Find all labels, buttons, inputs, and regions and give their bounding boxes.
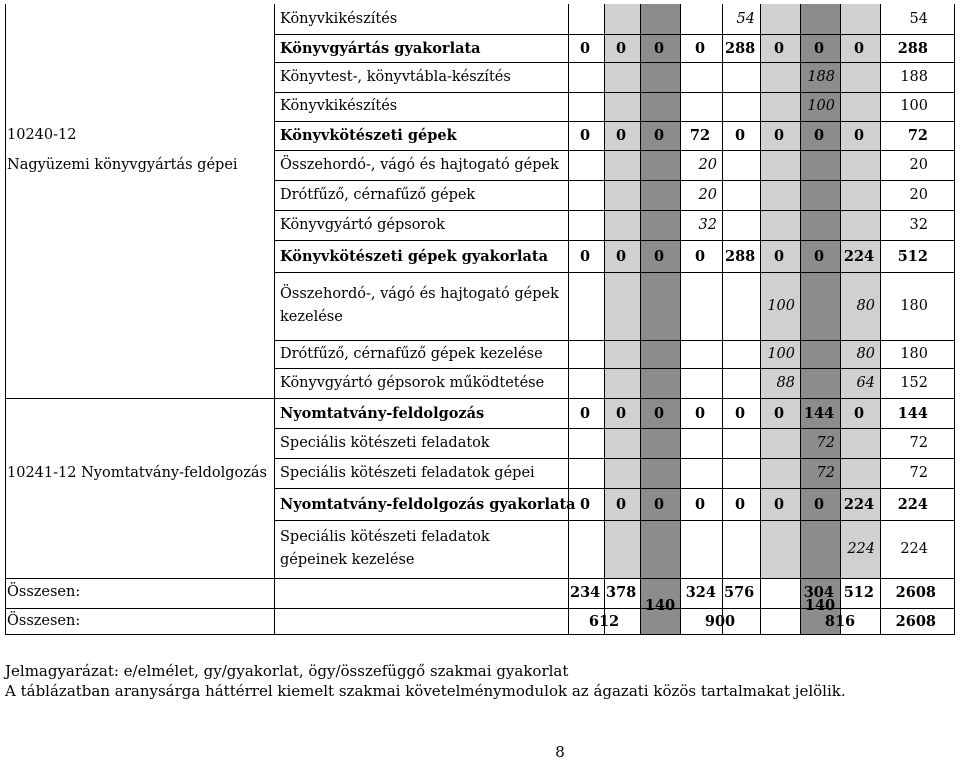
value-cell: 0 bbox=[773, 404, 785, 422]
subject-cell: Nyomtatvány-feldolgozás gyakorlata bbox=[280, 495, 576, 513]
value-cell: 0 bbox=[853, 39, 865, 57]
footnote-text: A táblázatban aranysárga háttérrel kiemelt szakmai követelménymodulok az ágazati közös tartalmakat jelölik. bbox=[5, 682, 846, 700]
value-cell: 20 bbox=[698, 186, 717, 203]
legend-text: Jelmagyarázat: e/elmélet, gy/gyakorlat, ögy/összefüggő szakmai gyakorlat bbox=[5, 662, 569, 680]
total-cell: 180 bbox=[900, 297, 928, 314]
value-cell: 0 bbox=[773, 495, 785, 513]
value-cell: 288 bbox=[725, 247, 756, 265]
value-cell: 0 bbox=[653, 247, 665, 265]
value-cell: 72 bbox=[816, 434, 835, 451]
value-cell: 0 bbox=[694, 39, 706, 57]
value-cell: 0 bbox=[615, 247, 627, 265]
value-cell: 54 bbox=[736, 10, 755, 27]
total-cell: 20 bbox=[909, 186, 928, 203]
total-cell: 152 bbox=[900, 374, 928, 391]
value-cell: 100 bbox=[767, 297, 795, 314]
total-cell: 224 bbox=[900, 540, 928, 557]
value-cell: 0 bbox=[773, 39, 785, 57]
value-cell: 0 bbox=[813, 127, 825, 144]
subject-cell: Speciális kötészeti feladatok gépei bbox=[280, 464, 535, 481]
total-cell: 20 bbox=[909, 156, 928, 173]
value-cell: 100 bbox=[767, 345, 795, 362]
value-cell: 0 bbox=[653, 404, 665, 422]
total-cell: 180 bbox=[900, 345, 928, 362]
subject-cell: Könyvkötészeti gépek bbox=[280, 127, 457, 144]
page-number: 8 bbox=[555, 743, 565, 761]
value-cell: 0 bbox=[653, 39, 665, 57]
group-total: 900 bbox=[704, 613, 736, 630]
group-total: 612 bbox=[588, 613, 620, 630]
subject-cell: Speciális kötészeti feladatok gépeinek kezelése bbox=[280, 529, 490, 568]
value-cell: 0 bbox=[853, 404, 865, 422]
subject-cell: Drótfűző, cérnafűző gépek kezelése bbox=[280, 345, 543, 362]
value-cell: 0 bbox=[694, 495, 706, 513]
value-cell: 0 bbox=[734, 404, 746, 422]
value-cell: 188 bbox=[807, 68, 835, 85]
total-cell: 72 bbox=[909, 464, 928, 481]
value-cell: 0 bbox=[694, 404, 706, 422]
total-value: 512 bbox=[843, 584, 874, 601]
value-cell: 80 bbox=[856, 345, 875, 362]
subject-cell: Könyvgyártás gyakorlata bbox=[280, 39, 481, 57]
value-cell: 0 bbox=[853, 127, 865, 144]
value-cell: 144 bbox=[803, 404, 835, 422]
total-value: 378 bbox=[606, 584, 637, 601]
value-cell: 0 bbox=[813, 247, 825, 265]
total-cell: 512 bbox=[897, 247, 928, 265]
value-cell: 288 bbox=[725, 39, 756, 57]
value-cell: 88 bbox=[776, 374, 795, 391]
total-value: 234 bbox=[570, 584, 601, 601]
subject-cell: Könyvgyártó gépsorok működtetése bbox=[280, 374, 545, 391]
value-cell: 0 bbox=[615, 127, 627, 144]
value-cell: 0 bbox=[773, 127, 785, 144]
value-cell: 0 bbox=[653, 495, 665, 513]
total-value: 140 bbox=[804, 597, 836, 614]
value-cell: 0 bbox=[813, 495, 825, 513]
subject-cell: Könyvkötészeti gépek gyakorlata bbox=[280, 247, 549, 265]
value-cell: 0 bbox=[615, 495, 627, 513]
total-cell: 72 bbox=[909, 434, 928, 451]
total-value: 140 bbox=[644, 597, 676, 614]
total-cell: 288 bbox=[897, 39, 928, 57]
value-cell: 100 bbox=[807, 98, 835, 114]
subject-cell: Nyomtatvány-feldolgozás bbox=[280, 404, 485, 422]
value-cell: 0 bbox=[579, 495, 591, 513]
total-cell: 72 bbox=[907, 127, 928, 144]
total-cell: 144 bbox=[897, 404, 928, 422]
total-cell: 54 bbox=[909, 10, 928, 27]
totals-label-2: Összesen: bbox=[7, 613, 81, 629]
value-cell: 224 bbox=[847, 540, 875, 557]
total-cell: 224 bbox=[897, 495, 928, 513]
module-cell: 10241-12 Nyomtatvány-feldolgozás bbox=[7, 464, 267, 481]
value-cell: 0 bbox=[615, 404, 627, 422]
grand-total: 2608 bbox=[895, 584, 936, 601]
total-cell: 100 bbox=[900, 98, 928, 114]
value-cell: 80 bbox=[856, 297, 875, 314]
subject-cell: Könyvtest-, könyvtábla-készítés bbox=[280, 68, 511, 85]
value-cell: 72 bbox=[689, 127, 711, 144]
value-cell: 72 bbox=[816, 464, 835, 481]
value-cell: 0 bbox=[579, 247, 591, 265]
subject-cell: Könyvgyártó gépsorok bbox=[280, 216, 445, 233]
value-cell: 20 bbox=[698, 156, 717, 173]
value-cell: 224 bbox=[843, 247, 875, 265]
value-cell: 0 bbox=[694, 247, 706, 265]
subject-cell: Könyvkikészítés bbox=[280, 10, 398, 27]
module-cell: 10240-12 bbox=[7, 127, 77, 143]
total-value: 576 bbox=[724, 584, 755, 601]
subject-cell: Speciális kötészeti feladatok bbox=[280, 434, 490, 451]
value-cell: 0 bbox=[579, 404, 591, 422]
grand-total-2: 2608 bbox=[895, 613, 936, 630]
subject-cell: Összehordó-, vágó és hajtogató gépek kezelése bbox=[280, 286, 559, 325]
module-cell: Nagyüzemi könyvgyártás gépei bbox=[7, 156, 238, 173]
value-cell: 224 bbox=[843, 495, 875, 513]
value-cell: 0 bbox=[813, 39, 825, 57]
value-cell: 0 bbox=[734, 495, 746, 513]
group-total: 816 bbox=[824, 613, 856, 630]
value-cell: 32 bbox=[698, 216, 717, 233]
total-value: 324 bbox=[685, 584, 716, 601]
value-cell: 64 bbox=[856, 374, 875, 391]
value-cell: 0 bbox=[653, 127, 665, 144]
total-cell: 188 bbox=[900, 68, 928, 85]
value-cell: 0 bbox=[734, 127, 746, 144]
total-value: 304 bbox=[803, 584, 834, 601]
subject-cell: Összehordó-, vágó és hajtogató gépek bbox=[280, 156, 559, 173]
subject-cell: Drótfűző, cérnafűző gépek bbox=[280, 186, 476, 203]
totals-label: Összesen: bbox=[7, 584, 81, 600]
value-cell: 0 bbox=[615, 39, 627, 57]
value-cell: 0 bbox=[579, 127, 591, 144]
value-cell: 0 bbox=[579, 39, 591, 57]
subject-cell: Könyvkikészítés bbox=[280, 98, 398, 114]
value-cell: 0 bbox=[773, 247, 785, 265]
total-cell: 32 bbox=[909, 216, 928, 233]
